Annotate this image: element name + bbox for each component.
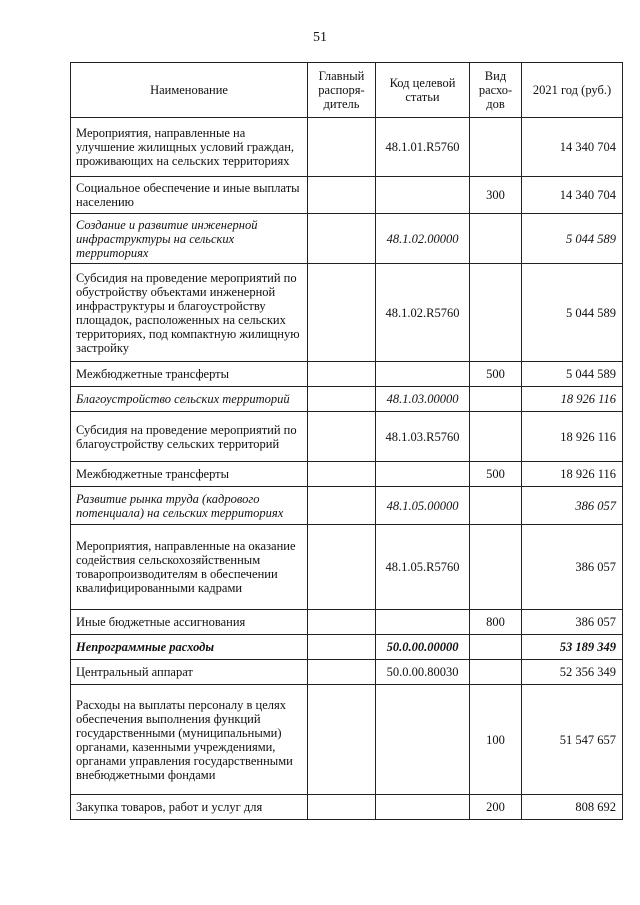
row-expense-type	[470, 525, 522, 610]
row-sum: 52 356 349	[522, 660, 623, 685]
table-header-row	[71, 63, 623, 118]
row-name: Благоустройство сельских территорий	[71, 387, 308, 412]
table-row	[71, 525, 623, 610]
budget-table	[70, 62, 623, 820]
row-expense-type	[470, 118, 522, 177]
table-row	[71, 610, 623, 635]
row-sum: 386 057	[522, 525, 623, 610]
row-name: Иные бюджетные ассигнования	[71, 610, 308, 635]
row-expense-type: 500	[470, 462, 522, 487]
row-main-admin	[308, 462, 376, 487]
row-main-admin	[308, 264, 376, 362]
row-expense-type	[470, 412, 522, 462]
row-expense-type: 300	[470, 177, 522, 214]
row-main-admin	[308, 177, 376, 214]
row-target-code: 50.0.00.00000	[376, 635, 470, 660]
row-target-code	[376, 177, 470, 214]
row-expense-type	[470, 660, 522, 685]
row-sum: 18 926 116	[522, 387, 623, 412]
row-main-admin	[308, 685, 376, 795]
row-main-admin	[308, 525, 376, 610]
table-row	[71, 118, 623, 177]
table-row	[71, 795, 623, 820]
row-target-code	[376, 610, 470, 635]
row-sum: 14 340 704	[522, 177, 623, 214]
row-expense-type	[470, 635, 522, 660]
row-main-admin	[308, 214, 376, 264]
row-expense-type	[470, 487, 522, 525]
row-sum: 808 692	[522, 795, 623, 820]
row-expense-type: 200	[470, 795, 522, 820]
row-name: Субсидия на проведение мероприятий по благоустройству сельских территорий	[71, 412, 308, 462]
row-target-code	[376, 685, 470, 795]
row-name: Закупка товаров, работ и услуг для	[71, 795, 308, 820]
row-target-code: 50.0.00.80030	[376, 660, 470, 685]
row-name: Развитие рынка труда (кадрового потенциала) на сельских территориях	[71, 487, 308, 525]
row-main-admin	[308, 795, 376, 820]
row-expense-type	[470, 214, 522, 264]
row-main-admin	[308, 610, 376, 635]
row-sum: 386 057	[522, 487, 623, 525]
row-target-code	[376, 362, 470, 387]
row-target-code: 48.1.02.00000	[376, 214, 470, 264]
row-target-code: 48.1.03.R5760	[376, 412, 470, 462]
row-main-admin	[308, 635, 376, 660]
row-name: Мероприятия, направленные на оказание содействия сельскохозяйственным товаропроизводителям в обеспечении квалифицированными кадрами	[71, 525, 308, 610]
table-row	[71, 412, 623, 462]
row-name: Центральный аппарат	[71, 660, 308, 685]
row-main-admin	[308, 387, 376, 412]
table-row	[71, 487, 623, 525]
row-expense-type: 800	[470, 610, 522, 635]
row-name: Непрограммные расходы	[71, 635, 308, 660]
row-expense-type	[470, 264, 522, 362]
header-expense-type: Вид расхо-дов	[470, 63, 522, 118]
table-row	[71, 635, 623, 660]
row-sum: 5 044 589	[522, 362, 623, 387]
row-sum: 53 189 349	[522, 635, 623, 660]
row-target-code: 48.1.02.R5760	[376, 264, 470, 362]
header-main-admin: Главный распоря-дитель	[308, 63, 376, 118]
table-row	[71, 462, 623, 487]
header-target-code: Код целевой статьи	[376, 63, 470, 118]
row-name: Субсидия на проведение мероприятий по обустройству объектами инженерной инфраструктуры и благоустройству площадок, расположенных на сельских территориях, под компактную жилищную застройку	[71, 264, 308, 362]
row-sum: 14 340 704	[522, 118, 623, 177]
row-expense-type	[470, 387, 522, 412]
row-sum: 5 044 589	[522, 214, 623, 264]
row-expense-type: 500	[470, 362, 522, 387]
row-sum: 18 926 116	[522, 462, 623, 487]
row-target-code: 48.1.05.R5760	[376, 525, 470, 610]
row-target-code: 48.1.05.00000	[376, 487, 470, 525]
row-target-code	[376, 462, 470, 487]
table-row	[71, 264, 623, 362]
table-row	[71, 660, 623, 685]
row-target-code: 48.1.01.R5760	[376, 118, 470, 177]
row-name: Социальное обеспечение и иные выплаты населению	[71, 177, 308, 214]
row-main-admin	[308, 487, 376, 525]
row-sum: 51 547 657	[522, 685, 623, 795]
row-main-admin	[308, 118, 376, 177]
row-main-admin	[308, 660, 376, 685]
row-main-admin	[308, 412, 376, 462]
header-name: Наименование	[71, 63, 308, 118]
row-name: Межбюджетные трансферты	[71, 462, 308, 487]
row-name: Создание и развитие инженерной инфраструктуры на сельских территориях	[71, 214, 308, 264]
table-row	[71, 685, 623, 795]
table-row	[71, 214, 623, 264]
table-row	[71, 387, 623, 412]
row-target-code	[376, 795, 470, 820]
table-row	[71, 362, 623, 387]
row-sum: 18 926 116	[522, 412, 623, 462]
page-number: 51	[313, 30, 327, 45]
table-row	[71, 177, 623, 214]
row-name: Межбюджетные трансферты	[71, 362, 308, 387]
row-main-admin	[308, 362, 376, 387]
table-body	[71, 118, 623, 820]
header-year: 2021 год (руб.)	[522, 63, 623, 118]
row-sum: 386 057	[522, 610, 623, 635]
row-sum: 5 044 589	[522, 264, 623, 362]
row-name: Расходы на выплаты персоналу в целях обеспечения выполнения функций государственными (муниципальными) органами, казенными учреждениями, органами управления государственными внебюджетными фондами	[71, 685, 308, 795]
row-name: Мероприятия, направленные на улучшение жилищных условий граждан, проживающих на сельских территориях	[71, 118, 308, 177]
row-target-code: 48.1.03.00000	[376, 387, 470, 412]
row-expense-type: 100	[470, 685, 522, 795]
